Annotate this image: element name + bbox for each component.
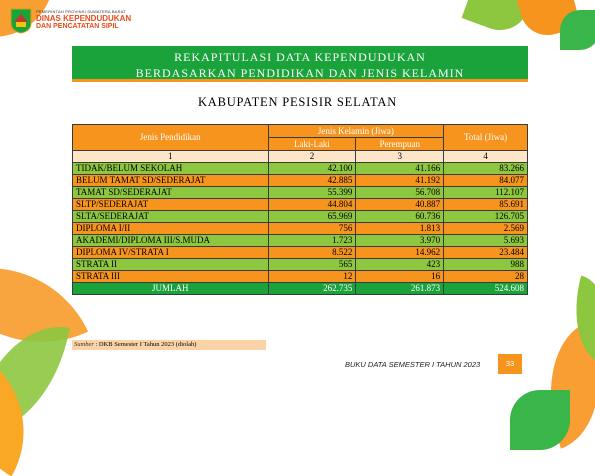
row-total: 2.569 [444,223,528,235]
title-line-1: REKAPITULASI DATA KEPENDUDUKAN [174,50,426,64]
row-female: 41.166 [356,163,444,175]
header-education: Jenis Pendidikan [73,125,269,151]
decor-leaf [560,10,595,50]
total-female: 261.873 [356,283,444,295]
decor-leaf [510,390,570,450]
row-male: 55.399 [268,187,356,199]
row-male: 8.522 [268,247,356,259]
column-number: 4 [444,151,528,163]
total-row [73,283,528,295]
footer-book-title: BUKU DATA SEMESTER I TAHUN 2023 [345,360,481,369]
row-total: 23.484 [444,247,528,259]
row-label: TAMAT SD/SEDERAJAT [73,187,269,199]
row-male: 42.100 [268,163,356,175]
row-total: 83.266 [444,163,528,175]
row-label: SLTA/SEDERAJAT [73,211,269,223]
row-female: 3.970 [356,235,444,247]
header-gender: Jenis Kelamin (Jiwa) [268,125,444,138]
agency-name: DINAS KEPENDUDUKAN [36,14,132,23]
header-total: Total (Jiwa) [444,125,528,151]
row-female: 14.962 [356,247,444,259]
row-male: 42.885 [268,175,356,187]
row-male: 565 [268,259,356,271]
row-male: 756 [268,223,356,235]
table-row [73,211,528,223]
row-label: STRATA II [73,259,269,271]
source-text: : DKB Semester I Tahun 2023 (diolah) [93,341,197,348]
agency-subname: DAN PENCATATAN SIPIL [36,23,119,30]
row-male: 12 [268,271,356,283]
row-total: 85.691 [444,199,528,211]
table-row [73,247,528,259]
row-label: AKADEMI/DIPLOMA III/S.MUDA [73,235,269,247]
column-number: 1 [73,151,269,163]
row-label: TIDAK/BELUM SEKOLAH [73,163,269,175]
row-label: STRATA III [73,271,269,283]
row-total: 84.077 [444,175,528,187]
table-row [73,223,528,235]
agency-header [36,9,131,31]
column-number: 3 [356,151,444,163]
row-total: 126.705 [444,211,528,223]
row-total: 5.693 [444,235,528,247]
table-row [73,271,528,283]
education-gender-table [72,124,528,295]
row-female: 1.813 [356,223,444,235]
total-value: 524.608 [444,283,528,295]
row-total: 28 [444,271,528,283]
header-female: Perempuan [356,138,444,151]
row-female: 60.736 [356,211,444,223]
row-female: 40.887 [356,199,444,211]
title-line-2: BERDASARKAN PENDIDIKAN DAN JENIS KELAMIN [135,66,465,80]
row-male: 44.804 [268,199,356,211]
table-row [73,175,528,187]
page-number: 33 [498,354,522,374]
row-male: 65.969 [268,211,356,223]
table-row [73,163,528,175]
table-row [73,259,528,271]
row-label: BELUM TAMAT SD/SEDERAJAT [73,175,269,187]
row-label: SLTP/SEDERAJAT [73,199,269,211]
page-title [72,46,528,82]
row-label: DIPLOMA IV/STRATA I [73,247,269,259]
header-male: Laki-Laki [268,138,356,151]
column-number: 2 [268,151,356,163]
row-label: DIPLOMA I/II [73,223,269,235]
source-note [72,340,266,350]
row-female: 16 [356,271,444,283]
row-female: 423 [356,259,444,271]
province-emblem-icon [10,8,32,34]
row-total: 988 [444,259,528,271]
table-row [73,235,528,247]
table-row [73,199,528,211]
column-number-row [73,151,528,163]
row-total: 112.107 [444,187,528,199]
total-label: JUMLAH [73,283,269,295]
region-subtitle: KABUPATEN PESISIR SELATAN [197,95,398,109]
table-row [73,187,528,199]
source-label: Sumber [74,341,94,348]
row-female: 41.192 [356,175,444,187]
province-name: PEMERINTAH PROVINSI SUMATERA BARAT [36,9,126,14]
row-male: 1.723 [268,235,356,247]
total-male: 262.735 [268,283,356,295]
row-female: 56.708 [356,187,444,199]
